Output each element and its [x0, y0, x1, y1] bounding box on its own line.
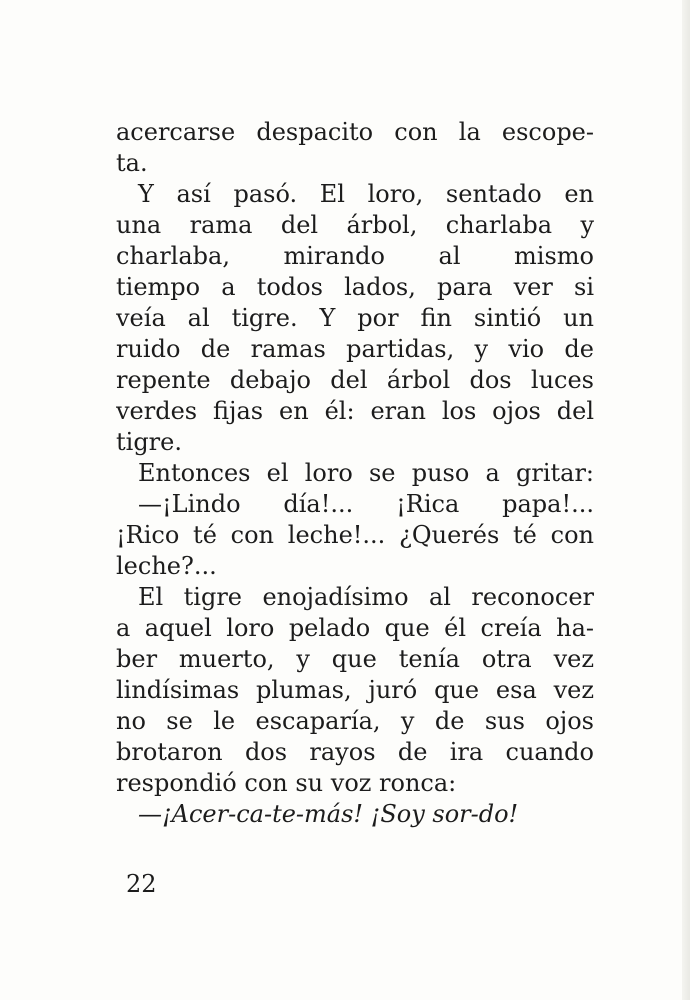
text-line: verdes fijas en él: eran los ojos del	[116, 397, 594, 425]
text-line: leche?...	[116, 552, 217, 580]
page-edge	[682, 0, 690, 1000]
text-line: tigre.	[116, 428, 182, 456]
text-line: a aquel loro pelado que él creía ha-	[116, 614, 594, 642]
text-line: —¡Lindo día!... ¡Rica papa!...	[138, 490, 594, 518]
text-line: Entonces el loro se puso a gritar:	[138, 459, 594, 487]
text-line: ta.	[116, 149, 148, 177]
text-line: Y así pasó. El loro, sentado en	[138, 180, 594, 208]
text-line: veía al tigre. Y por fin sintió un	[116, 304, 594, 332]
text-line: ruido de ramas partidas, y vio de	[116, 335, 594, 363]
text-line: acercarse despacito con la escope-	[116, 118, 594, 146]
text-line: una rama del árbol, charlaba y	[116, 211, 594, 239]
text-line: brotaron dos rayos de ira cuando	[116, 738, 594, 766]
text-line: charlaba, mirando al mismo	[116, 242, 594, 270]
text-line: ber muerto, y que tenía otra vez	[116, 645, 594, 673]
text-line: tiempo a todos lados, para ver si	[116, 273, 594, 301]
text-line: respondió con su voz ronca:	[116, 769, 457, 797]
text-line: no se le escaparía, y de sus ojos	[116, 707, 594, 735]
story-text	[116, 117, 594, 830]
text-line: —¡Acer-ca-te-más! ¡Soy sor-do!	[138, 800, 519, 828]
text-line: El tigre enojadísimo al reconocer	[138, 583, 594, 611]
text-line: lindísimas plumas, juró que esa vez	[116, 676, 594, 704]
page-number: 22	[126, 870, 157, 898]
text-line: ¡Rico té con leche!... ¿Querés té con	[116, 521, 594, 549]
text-line: repente debajo del árbol dos luces	[116, 366, 594, 394]
